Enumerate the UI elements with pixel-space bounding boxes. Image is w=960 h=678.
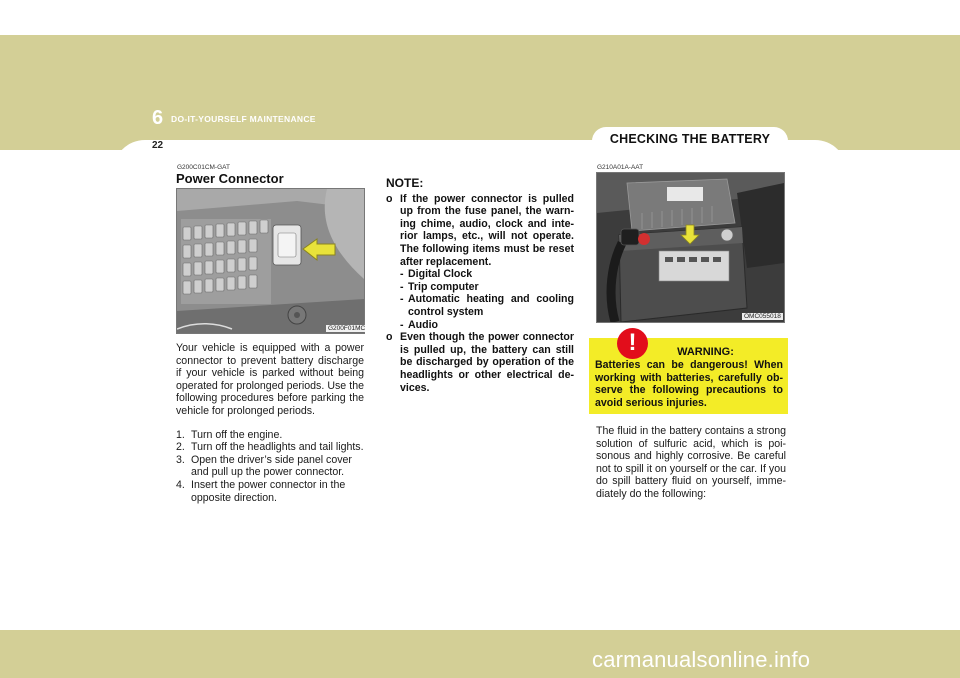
- list-item: [176, 479, 364, 504]
- reset-item: Automatic heating and cooling control system: [408, 293, 574, 318]
- step-number: 1.: [176, 428, 185, 441]
- warning-icon: [617, 328, 648, 359]
- reset-item: Digital Clock: [408, 268, 473, 281]
- list-item: [176, 429, 364, 442]
- chapter-number: 6: [152, 107, 164, 129]
- step-number: 3.: [176, 453, 185, 466]
- photo-caption-right: OMC055018: [744, 313, 781, 320]
- top-margin: [0, 0, 960, 35]
- note-title: NOTE:: [386, 176, 424, 190]
- note-item: [386, 193, 574, 332]
- fuse-panel-illustration: [177, 189, 364, 333]
- warning-text: Batteries can be dangerous! When working with batteries, carefully ob-serve the following precautions to avoid serious injuries.: [595, 359, 783, 409]
- list-item: [400, 293, 574, 318]
- step-text: Turn off the headlights and tail lights.: [191, 441, 364, 454]
- list-item: [400, 268, 574, 281]
- photo-caption-left: G200F01MC: [328, 325, 366, 332]
- section-code: G210A01A-AAT: [597, 164, 644, 171]
- reset-item: Trip computer: [408, 280, 479, 293]
- note-item-text: If the power connector is pulled up from the fuse panel, the warn-ing chime, audio, clock and inte-rior lamps, etc., will not operate. The following items must be reset after replacement.: [400, 192, 574, 268]
- list-item: [176, 441, 364, 454]
- step-number: 2.: [176, 441, 185, 454]
- list-item: [176, 454, 364, 479]
- left-body: [176, 342, 364, 504]
- steps-list: [176, 429, 364, 505]
- chapter-title: DO-IT-YOURSELF MAINTENANCE: [171, 114, 316, 124]
- step-text: Turn off the engine.: [191, 428, 283, 441]
- list-item: [400, 319, 574, 332]
- note-bullet: o: [386, 331, 393, 344]
- watermark: carmanualsonline.info: [592, 647, 811, 672]
- section-title: CHECKING THE BATTERY: [609, 132, 771, 146]
- list-item: [400, 281, 574, 294]
- battery-fluid-paragraph: The fluid in the battery contains a strong solution of sulfuric acid, which is poi-sonous and highly corrosive. Be careful not to spill it on yourself or the car. If you do spill battery fluid on yourself, imme-diately do the following:: [596, 425, 786, 500]
- note-item-text: Even though the power connector is pulled up, the battery can still be discharged by operation of the headlights or other electrical de-vices.: [400, 331, 574, 394]
- step-text: Insert the power connector in the opposite direction.: [191, 478, 346, 504]
- step-text: Open the driver’s side panel cover and pull up the power connector.: [191, 453, 352, 479]
- fuse-panel-photo: [176, 188, 365, 334]
- exclamation-icon: !: [628, 329, 637, 356]
- section-heading: Power Connector: [176, 171, 284, 186]
- battery-photo: [596, 172, 785, 323]
- dash: -: [400, 268, 404, 281]
- battery-illustration: [597, 173, 784, 322]
- dash: -: [400, 318, 404, 331]
- reset-item: Audio: [408, 318, 439, 331]
- footer-band: [0, 630, 960, 678]
- right-body: [596, 425, 786, 501]
- reset-items-list: [400, 268, 574, 331]
- step-number: 4.: [176, 478, 185, 491]
- header-band: [0, 35, 960, 150]
- note-item: [386, 331, 574, 394]
- intro-paragraph: Your vehicle is equipped with a power connector to prevent battery discharge if your vehicle is parked without being operated for prolonged periods. Use the following procedures before parking the vehicle for prolonged periods.: [176, 342, 364, 417]
- dash: -: [400, 280, 404, 293]
- warning-title: WARNING:: [677, 346, 734, 358]
- note-bullet: o: [386, 192, 393, 205]
- section-code: G200C01CM-GAT: [177, 164, 230, 171]
- section-tab: [592, 127, 788, 153]
- note-block: [386, 177, 574, 394]
- page-number: 22: [152, 140, 164, 151]
- dash: -: [400, 293, 404, 306]
